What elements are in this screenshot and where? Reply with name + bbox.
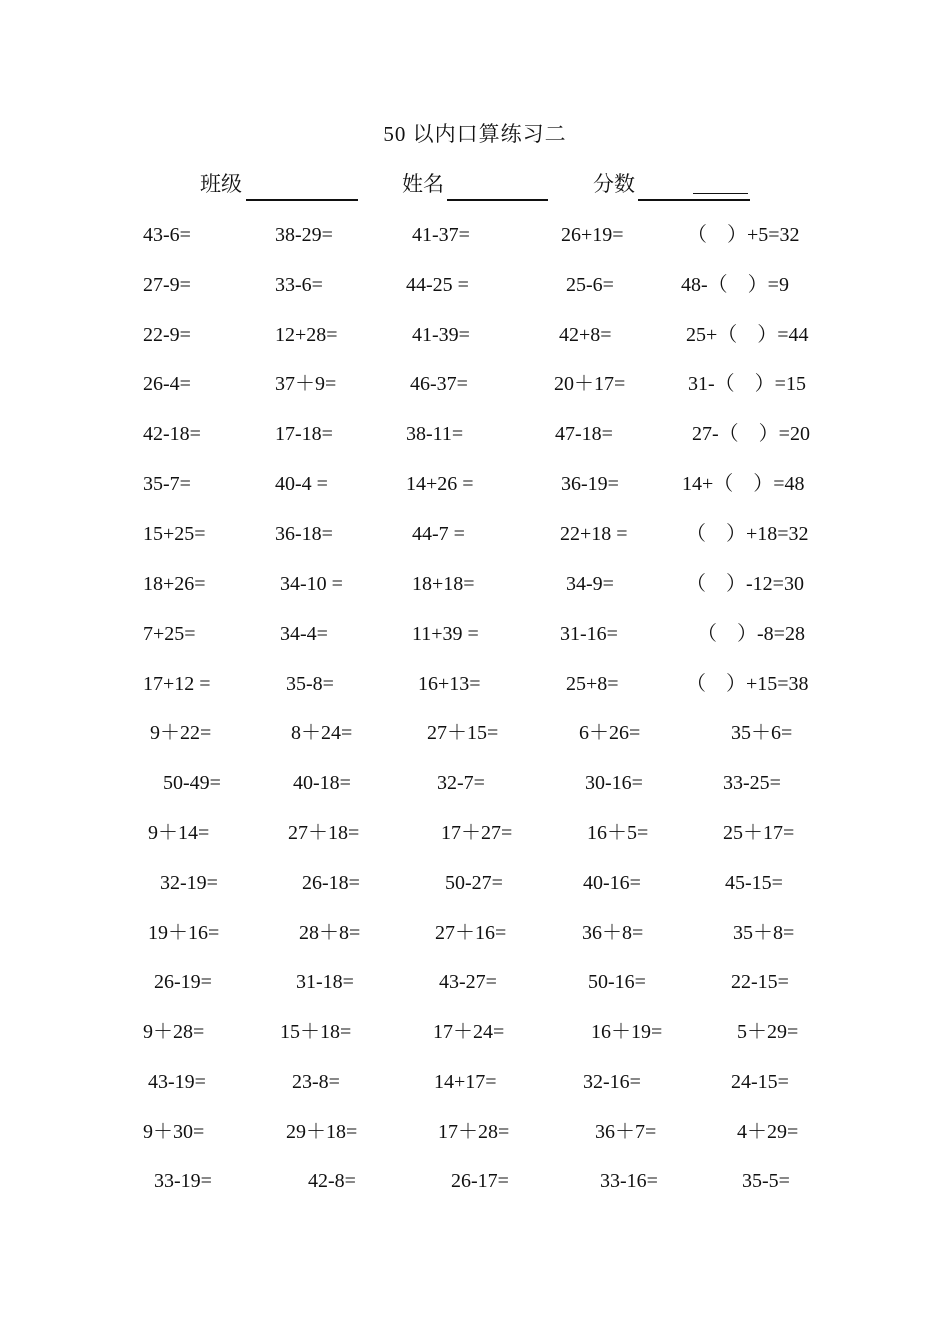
math-problem: 42-18= (143, 423, 201, 445)
math-problem: 27＋15= (427, 722, 499, 744)
math-problem: 25+8= (566, 673, 619, 695)
math-problem: 27-（ ）=20 (692, 423, 810, 445)
math-problem: 19＋16= (148, 922, 220, 944)
math-problem: 50-27= (445, 872, 503, 894)
math-problem: 22+18 = (560, 523, 628, 545)
problem-row (0, 868, 950, 898)
math-problem: 36＋7= (595, 1121, 657, 1143)
math-problem: 28＋8= (299, 922, 361, 944)
math-problem: 17＋27= (441, 822, 513, 844)
math-problem: 37＋9= (275, 373, 337, 395)
math-problem: 31-18= (296, 971, 354, 993)
math-problem: 7+25= (143, 623, 196, 645)
problem-row (0, 619, 950, 649)
math-problem: 17＋28= (438, 1121, 510, 1143)
math-problem: 40-16= (583, 872, 641, 894)
problem-row (0, 1117, 950, 1147)
math-problem: 36＋8= (582, 922, 644, 944)
math-problem: 26-17= (451, 1170, 509, 1192)
math-problem: 32-16= (583, 1071, 641, 1093)
math-problem: 25+（ ）=44 (686, 324, 809, 346)
math-problem: 36-19= (561, 473, 619, 495)
math-problem: 44-25 = (406, 274, 469, 296)
worksheet-title: 50 以内口算练习二 (383, 122, 567, 146)
class-label: 班级 (200, 172, 242, 196)
math-problem: 34-4= (280, 623, 328, 645)
math-problem: （ ）+5=32 (687, 224, 800, 246)
math-problem: 18+18= (412, 573, 475, 595)
math-problem: 34-9= (566, 573, 614, 595)
math-problem: 17-18= (275, 423, 333, 445)
math-problem: 11+39 = (412, 623, 479, 645)
math-problem: 38-29= (275, 224, 333, 246)
problem-row (0, 967, 950, 997)
math-problem: 46-37= (410, 373, 468, 395)
math-problem: 15＋18= (280, 1021, 352, 1043)
math-problem: 9＋28= (143, 1021, 205, 1043)
math-problem: 35-5= (742, 1170, 790, 1192)
math-problem: 12+28= (275, 324, 338, 346)
math-problem: 45-15= (725, 872, 783, 894)
math-problem: 41-39= (412, 324, 470, 346)
problem-row (0, 1166, 950, 1196)
math-problem: 4＋29= (737, 1121, 799, 1143)
math-problem: 40-18= (293, 772, 351, 794)
math-problem: 25-6= (566, 274, 614, 296)
math-problem: 40-4 = (275, 473, 328, 495)
math-problem: 33-19= (154, 1170, 212, 1192)
math-problem: 20＋17= (554, 373, 626, 395)
math-problem: 50-49= (163, 772, 221, 794)
math-problem: 14+26 = (406, 473, 474, 495)
math-problem: 34-10 = (280, 573, 343, 595)
math-problem: 16＋19= (591, 1021, 663, 1043)
math-problem: 42+8= (559, 324, 612, 346)
math-problem: 29＋18= (286, 1121, 358, 1143)
math-problem: 22-15= (731, 971, 789, 993)
math-problem: 25＋17= (723, 822, 795, 844)
problem-row (0, 669, 950, 699)
math-problem: 31-16= (560, 623, 618, 645)
math-problem: 26-19= (154, 971, 212, 993)
math-problem: 18+26= (143, 573, 206, 595)
math-problem: 27＋18= (288, 822, 360, 844)
math-problem: 36-18= (275, 523, 333, 545)
math-problem: 35-7= (143, 473, 191, 495)
math-problem: 35＋8= (733, 922, 795, 944)
math-problem: 17＋24= (433, 1021, 505, 1043)
problem-row (0, 818, 950, 848)
problem-row (0, 469, 950, 499)
math-problem: 41-37= (412, 224, 470, 246)
math-problem: 9＋14= (148, 822, 210, 844)
math-problem: 27＋16= (435, 922, 507, 944)
math-problem: 30-16= (585, 772, 643, 794)
math-problem: 44-7 = (412, 523, 465, 545)
math-problem: 6＋26= (579, 722, 641, 744)
math-problem: 26-18= (302, 872, 360, 894)
math-problem: 35-8= (286, 673, 334, 695)
math-problem: 14+（ ）=48 (682, 473, 805, 495)
math-problem: 14+17= (434, 1071, 497, 1093)
math-problem: 50-16= (588, 971, 646, 993)
math-problem: 31-（ ）=15 (688, 373, 806, 395)
math-problem: 43-6= (143, 224, 191, 246)
math-problem: （ ）-8=28 (697, 623, 805, 645)
math-problem: 23-8= (292, 1071, 340, 1093)
math-problem: 26-4= (143, 373, 191, 395)
math-problem: 43-27= (439, 971, 497, 993)
problem-row (0, 718, 950, 748)
problem-row (0, 220, 950, 250)
math-problem: 43-19= (148, 1071, 206, 1093)
problem-row (0, 918, 950, 948)
score-label: 分数 (593, 172, 635, 196)
math-problem: 27-9= (143, 274, 191, 296)
problem-row (0, 768, 950, 798)
problem-row (0, 369, 950, 399)
math-problem: 32-19= (160, 872, 218, 894)
math-problem: 17+12 = (143, 673, 211, 695)
problem-row (0, 419, 950, 449)
problem-row (0, 569, 950, 599)
math-problem: （ ）+15=38 (686, 673, 809, 695)
math-problem: 26+19= (561, 224, 624, 246)
math-problem: 16＋5= (587, 822, 649, 844)
math-problem: 22-9= (143, 324, 191, 346)
math-problem: 42-8= (308, 1170, 356, 1192)
math-problem: 15+25= (143, 523, 206, 545)
name-label: 姓名 (402, 172, 444, 196)
math-problem: 8＋24= (291, 722, 353, 744)
math-problem: 38-11= (406, 423, 464, 445)
problem-row (0, 270, 950, 300)
math-problem: 33-6= (275, 274, 323, 296)
math-problem: 16+13= (418, 673, 481, 695)
math-problem: 33-16= (600, 1170, 658, 1192)
problem-row (0, 1017, 950, 1047)
math-problem: （ ）+18=32 (686, 523, 809, 545)
problem-row (0, 1067, 950, 1097)
math-problem: 33-25= (723, 772, 781, 794)
math-problem: 5＋29= (737, 1021, 799, 1043)
math-problem: （ ）-12=30 (686, 573, 804, 595)
math-problem: 35＋6= (731, 722, 793, 744)
math-problem: 24-15= (731, 1071, 789, 1093)
math-problem: 9＋22= (150, 722, 212, 744)
math-problem: 47-18= (555, 423, 613, 445)
math-problem: 32-7= (437, 772, 485, 794)
math-problem: 9＋30= (143, 1121, 205, 1143)
math-problem: 48-（ ）=9 (681, 274, 789, 296)
problem-row (0, 320, 950, 350)
problem-row (0, 519, 950, 549)
